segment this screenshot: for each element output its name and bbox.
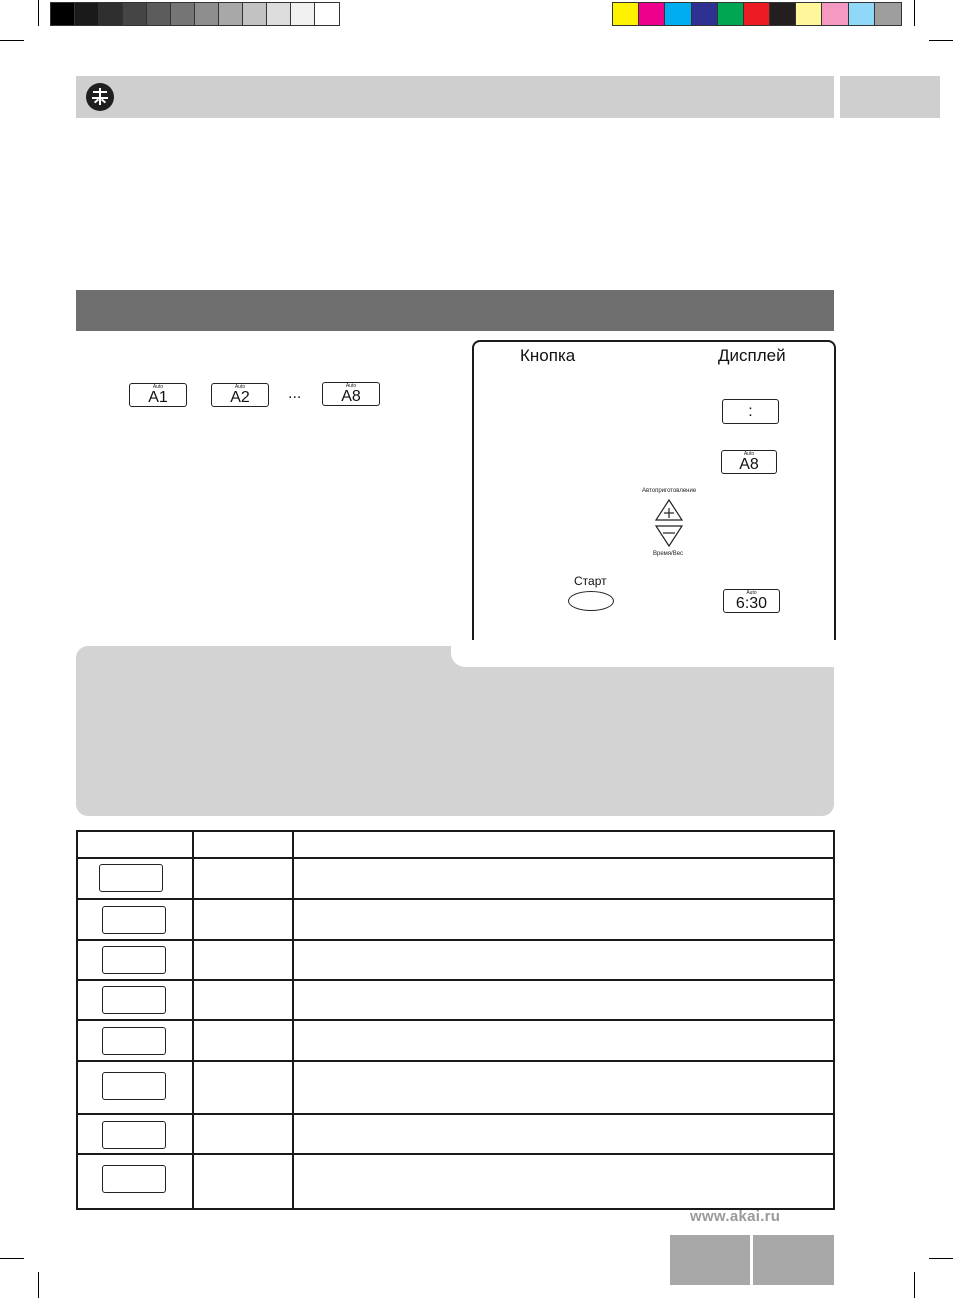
calibration-swatch xyxy=(718,3,744,25)
start-label: Старт xyxy=(574,574,607,588)
calibration-swatch xyxy=(171,3,195,25)
calibration-swatch xyxy=(665,3,691,25)
column-button-heading: Кнопка xyxy=(520,346,576,365)
table-cell xyxy=(293,1114,834,1154)
calibration-swatch xyxy=(796,3,822,25)
table-cell xyxy=(293,980,834,1020)
calibration-swatch xyxy=(875,3,901,25)
table-cell xyxy=(193,1061,293,1114)
table-row xyxy=(77,940,834,980)
header-tab xyxy=(840,76,940,118)
table-cell xyxy=(77,1114,193,1154)
calibration-swatch xyxy=(639,3,665,25)
auto-cook-label: Автоприготовление xyxy=(642,488,697,494)
calibration-swatch xyxy=(315,3,339,25)
display-a2 xyxy=(211,383,269,407)
crop-mark xyxy=(929,40,953,41)
table-row xyxy=(77,858,834,899)
display-colon xyxy=(722,399,779,424)
table-cell xyxy=(293,940,834,980)
table-cell xyxy=(77,858,193,899)
crop-mark xyxy=(38,0,39,26)
crop-mark xyxy=(914,1272,915,1298)
program-button-icon xyxy=(102,1072,166,1100)
program-button-icon xyxy=(102,906,166,934)
auto-tag: Auto xyxy=(345,383,357,389)
table-cell xyxy=(293,858,834,899)
program-label: A1 xyxy=(148,389,168,406)
crop-mark xyxy=(929,1258,953,1259)
table-header-row xyxy=(77,831,834,858)
crop-mark xyxy=(0,1258,24,1259)
table-cell xyxy=(77,1061,193,1114)
table-row xyxy=(77,1020,834,1061)
table-cell xyxy=(193,899,293,940)
calibration-swatch xyxy=(243,3,267,25)
note-box-cutout xyxy=(451,640,841,667)
table-cell xyxy=(193,1114,293,1154)
table-row xyxy=(77,1114,834,1154)
program-button-icon xyxy=(102,1027,166,1055)
display-a8 xyxy=(322,382,380,406)
table-cell xyxy=(193,1020,293,1061)
auto-tag: Auto xyxy=(743,451,755,457)
table-cell xyxy=(77,1020,193,1061)
table-row xyxy=(77,899,834,940)
auto-tag: Auto xyxy=(746,590,757,596)
calibration-swatch xyxy=(267,3,291,25)
crop-mark xyxy=(914,0,915,26)
plus-button-icon[interactable] xyxy=(654,498,684,522)
table-cell xyxy=(293,831,834,858)
calibration-swatch xyxy=(75,3,99,25)
calibration-swatch xyxy=(692,3,718,25)
calibration-swatch xyxy=(613,3,639,25)
table-cell xyxy=(77,980,193,1020)
table-cell xyxy=(293,899,834,940)
calibration-swatch xyxy=(822,3,848,25)
display-program-text: A8 xyxy=(739,456,759,473)
table-cell xyxy=(293,1154,834,1209)
calibration-swatch xyxy=(219,3,243,25)
display-time xyxy=(723,589,780,613)
table-row xyxy=(77,980,834,1020)
red-character-emblem-icon xyxy=(86,83,114,111)
table-cell xyxy=(193,940,293,980)
calibration-swatch xyxy=(99,3,123,25)
table-row xyxy=(77,1061,834,1114)
calibration-swatch xyxy=(744,3,770,25)
footer-tab-right xyxy=(753,1235,834,1285)
program-button-icon xyxy=(99,864,163,892)
program-button-icon xyxy=(102,946,166,974)
table-cell xyxy=(193,831,293,858)
program-table xyxy=(76,830,835,1210)
color-calibration-bar xyxy=(612,2,902,26)
display-a1 xyxy=(129,383,187,407)
display-program-a8 xyxy=(721,450,777,474)
note-box xyxy=(76,646,834,816)
display-time-text: 6:30 xyxy=(735,595,768,612)
table-cell xyxy=(77,940,193,980)
calibration-swatch xyxy=(291,3,315,25)
program-label: A8 xyxy=(341,388,361,405)
table-row xyxy=(77,1154,834,1209)
table-cell xyxy=(293,1061,834,1114)
program-button-icon xyxy=(102,1121,166,1149)
program-label: A2 xyxy=(230,389,250,406)
table-cell xyxy=(193,980,293,1020)
start-button[interactable] xyxy=(568,591,614,611)
table-cell xyxy=(77,831,193,858)
program-button-icon xyxy=(102,986,166,1014)
table-cell xyxy=(193,1154,293,1209)
table-cell xyxy=(293,1020,834,1061)
minus-button-icon[interactable] xyxy=(654,524,684,548)
display-colon-text: : xyxy=(748,403,753,420)
calibration-swatch xyxy=(123,3,147,25)
calibration-swatch xyxy=(147,3,171,25)
gray-calibration-bar xyxy=(50,2,340,26)
table-cell xyxy=(77,1154,193,1209)
auto-tag: Auto xyxy=(234,384,246,390)
calibration-swatch xyxy=(195,3,219,25)
table-cell xyxy=(77,899,193,940)
calibration-swatch xyxy=(849,3,875,25)
section-band xyxy=(76,290,834,331)
crop-mark xyxy=(0,40,24,41)
footer-tab-left xyxy=(670,1235,750,1285)
ellipsis: ... xyxy=(288,385,302,402)
calibration-swatch xyxy=(51,3,75,25)
header-band xyxy=(76,76,834,118)
auto-tag: Auto xyxy=(152,384,164,390)
program-button-icon xyxy=(102,1165,166,1193)
column-display-heading: Дисплей xyxy=(718,346,786,365)
crop-mark xyxy=(38,1272,39,1298)
time-weight-label: Время/Вес xyxy=(653,551,684,557)
website-link[interactable]: www.akai.ru xyxy=(690,1208,781,1225)
table-cell xyxy=(193,858,293,899)
calibration-swatch xyxy=(770,3,796,25)
